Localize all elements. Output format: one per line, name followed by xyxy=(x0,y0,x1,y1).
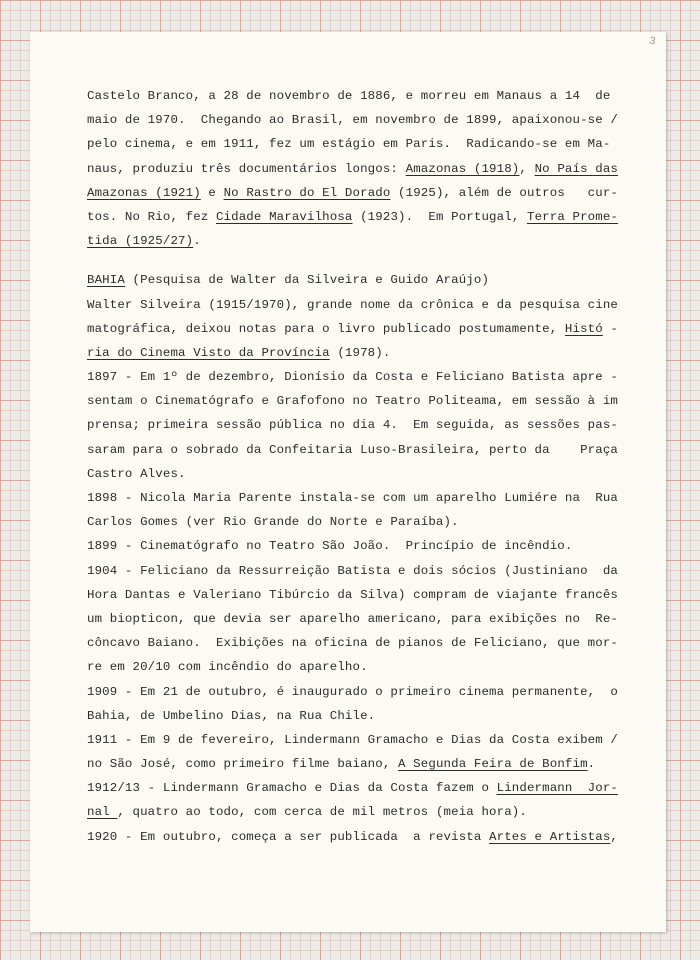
text-line: 1897 - Em 1º de dezembro, Dionísio da Costa e Feliciano Batista apre - xyxy=(87,370,618,385)
text-line: um biopticon, que devia ser aparelho americano, para exibições no Re- xyxy=(87,611,618,626)
bahia-heading-line xyxy=(87,268,627,292)
paragraph-castelo-branco xyxy=(87,84,627,253)
text-line: Castelo Branco, a 28 de novembro de 1886, e morreu em Manaus a 14 de xyxy=(87,89,611,103)
document-page xyxy=(30,32,666,932)
chronology-entries xyxy=(87,365,627,849)
text-line: côncavo Baiano. Exibições na oficina de pianos de Feliciano, que mor- xyxy=(87,636,618,651)
paragraph-gap xyxy=(87,253,627,268)
text-line: 1920 - Em outubro, começa a ser publicada a revista Artes e Artistas, xyxy=(87,829,619,844)
text-line: 1911 - Em 9 de fevereiro, Lindermann Gramacho e Dias da Costa exibem / xyxy=(87,732,618,747)
text-line: Walter Silveira (1915/1970), grande nome da crônica e da pesquisa cine xyxy=(87,297,618,312)
text-line: Carlos Gomes (ver Rio Grande do Norte e Paraíba). xyxy=(87,515,459,530)
text-line: 1898 - Nicola Maria Parente instala-se com um aparelho Lumiére na Rua xyxy=(87,491,618,505)
bahia-intro xyxy=(87,293,627,366)
text-line: re em 20/10 com incêndio do aparelho. xyxy=(87,660,368,675)
text-line: 1904 - Feliciano da Ressurreição Batista e dois sócios (Justiniano da xyxy=(87,563,618,578)
text-line: maio de 1970. Chegando ao Brasil, em novembro de 1899, apaixonou-se / xyxy=(87,113,618,128)
text-line: tos. No Rio, fez Cidade Maravilhosa (1923). Em Portugal, Terra Prome- xyxy=(87,209,619,224)
text-line: nal , quatro ao todo, com cerca de mil metros (meia hora). xyxy=(87,805,527,820)
text-line: Bahia, de Umbelino Dias, na Rua Chile. xyxy=(87,708,376,723)
text-line: 1899 - Cinematógrafo no Teatro São João. Princípio de incêndio. xyxy=(87,539,573,554)
bahia-heading-source: (Pesquisa de Walter da Silveira e Guido Araújo) xyxy=(124,273,490,288)
text-line: tida (1925/27). xyxy=(87,234,201,249)
text-line: no São José, como primeiro filme baiano, A Segunda Feira de Bonfim. xyxy=(87,757,596,772)
bahia-heading: BAHIA xyxy=(87,273,125,288)
text-line: ria do Cinema Visto da Província (1978). xyxy=(87,345,391,360)
typed-text-block xyxy=(87,84,627,849)
text-line: Amazonas (1921) e No Rastro do El Dorado (1925), além de outros cur- xyxy=(87,185,619,200)
text-line: Castro Alves. xyxy=(87,466,186,481)
page-number: 3 xyxy=(648,35,657,49)
text-line: 1912/13 - Lindermann Gramacho e Dias da Costa fazem o Lindermann Jor- xyxy=(87,781,618,796)
text-line: pelo cinema, e em 1911, fez um estágio em Paris. Radicando-se em Ma- xyxy=(87,137,611,152)
text-line: naus, produziu três documentários longos: Amazonas (1918), No País das xyxy=(87,161,619,176)
text-line: prensa; primeira sessão pública no dia 4. Em seguida, as sessões pas- xyxy=(87,418,618,433)
text-line: matográfica, deixou notas para o livro publicado postumamente, Histó - xyxy=(87,321,619,336)
text-line: sentam o Cinematógrafo e Grafofono no Teatro Politeama, em sessão à im xyxy=(87,394,618,409)
text-line: saram para o sobrado da Confeitaria Luso-Brasileira, perto da Praça xyxy=(87,442,618,457)
text-line: 1909 - Em 21 de outubro, é inaugurado o primeiro cinema permanente, o xyxy=(87,684,618,699)
text-line: Hora Dantas e Valeriano Tibúrcio da Silva) compram de viajante francês xyxy=(87,587,618,602)
